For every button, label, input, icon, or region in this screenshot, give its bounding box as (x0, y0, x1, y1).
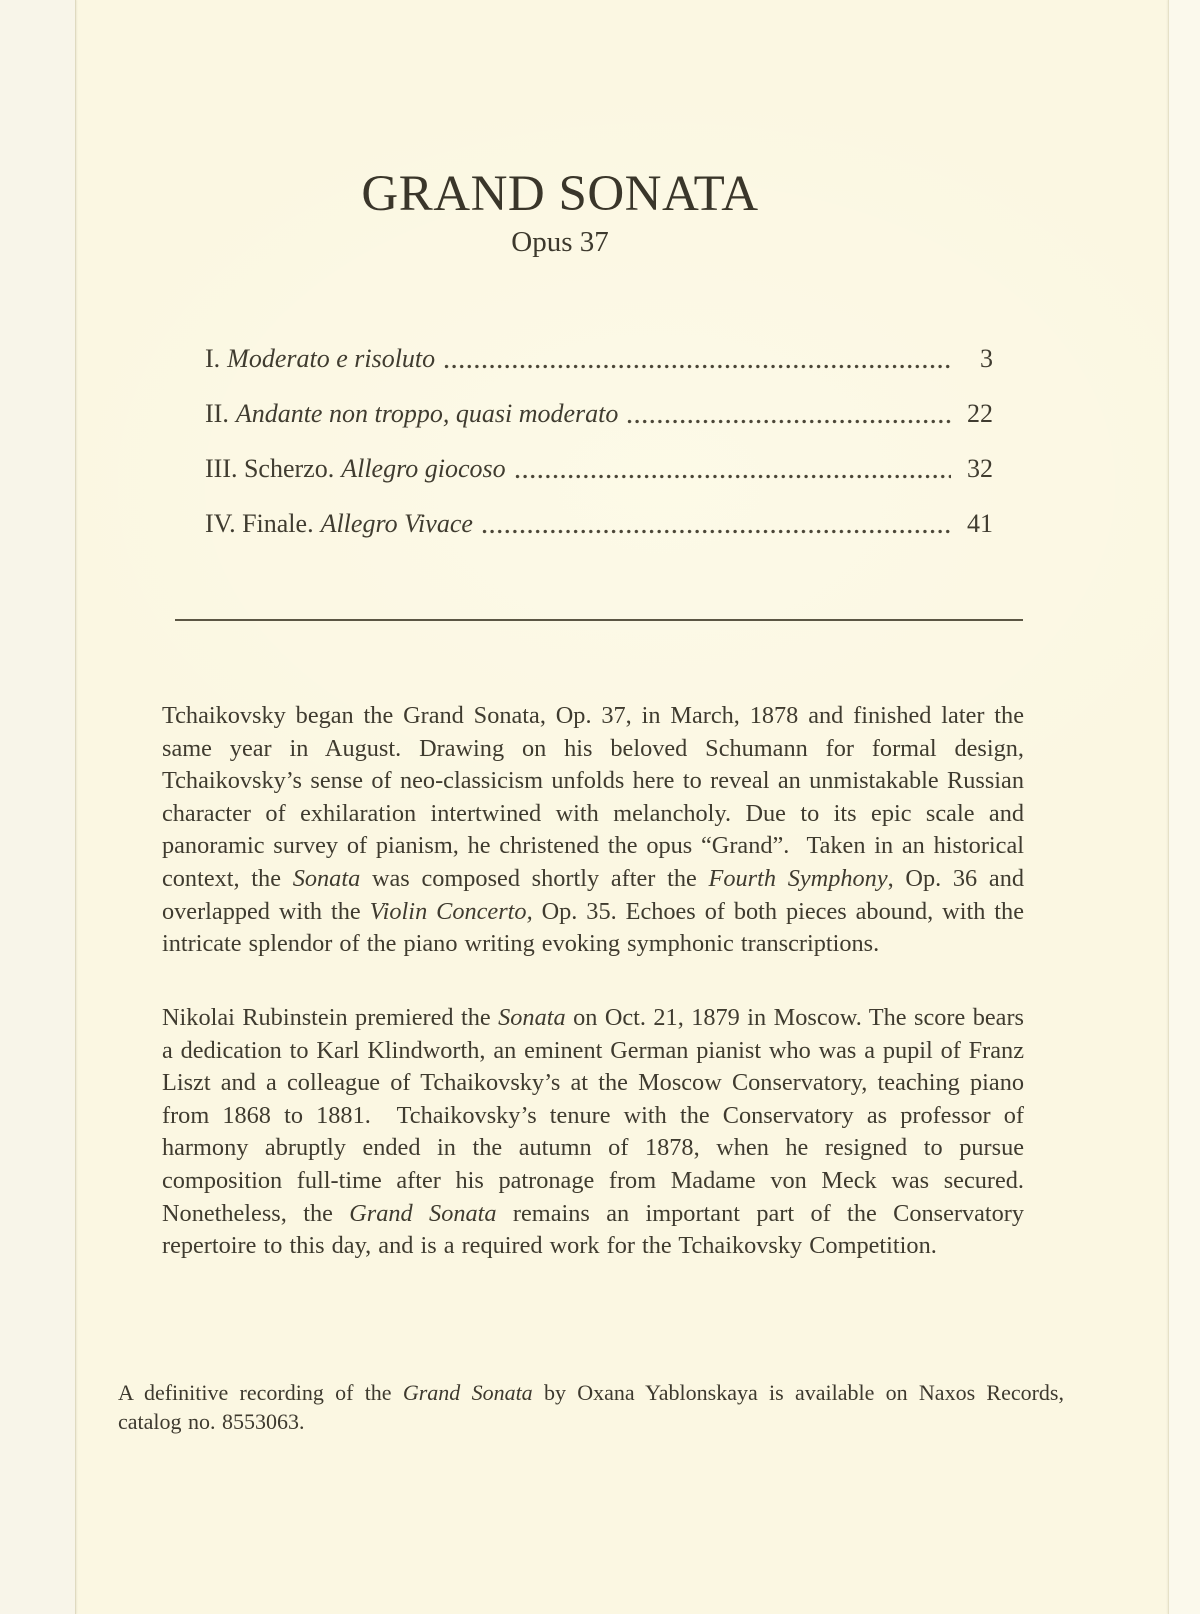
dot-leader (515, 474, 951, 480)
table-of-contents (205, 342, 993, 562)
text-segment: Op. 35. Echoes of both pieces abound, with the intricate splendor of the piano writing evoking symphonic transcriptions. (162, 897, 1024, 958)
paragraph (162, 700, 1024, 961)
toc-item-prefix: II. (205, 399, 229, 428)
toc-item-movement: Andante non troppo, quasi moderato (235, 399, 619, 428)
text-segment: A definitive recording of the (118, 1380, 403, 1405)
text-segment: , Op. 36 and overlapped with the (162, 864, 1024, 925)
footer-note (118, 1379, 1064, 1436)
scan-left-edge (0, 0, 75, 1614)
text-segment: remains an important part of the Conservatory repertoire to this day, and is a required work for the Tchaikovsky Competition. (162, 1199, 1025, 1260)
toc-item-prefix: III. Scherzo. (205, 454, 335, 483)
text-segment: Nikolai Rubinstein premiered the (162, 1004, 499, 1031)
toc-item-prefix: I. (205, 344, 221, 373)
italic-text-segment: Sonata (498, 1004, 566, 1031)
toc-item-movement: Allegro giocoso (341, 454, 506, 483)
italic-text-segment: Violin Concerto, (369, 897, 533, 925)
scan-seam-left (75, 0, 76, 1614)
divider-rule (175, 619, 1023, 621)
toc-item-page: 3 (980, 344, 993, 373)
scan-right-edge (1169, 0, 1200, 1614)
toc-item-page: 32 (967, 454, 993, 483)
toc-item (205, 342, 993, 376)
page-title: GRAND SONATA (361, 166, 759, 222)
dot-leader (444, 364, 951, 370)
toc-item-page: 22 (967, 399, 993, 428)
text-segment: was composed shortly after the (360, 864, 709, 892)
toc-item-movement: Moderato e risoluto (227, 344, 436, 373)
text-segment: on Oct. 21, 1879 in Moscow. The score bears a dedication to Karl Klindworth, an eminent German pianist who was a pupil of Franz Liszt and a colleague of Tchaikovsky’s at the Moscow Conservatory, teaching piano from 1868 to 1881. Tchaikovsky’s tenure with the Conservatory as professor of harmony abruptly ended in the autumn of 1878, when he resigned to pursue composition full-time after his patronage from Madame von Meck was secured. Nonetheless, the (162, 1004, 1024, 1227)
scan-seam-right (1168, 0, 1169, 1614)
text-segment: by Oxana Yablonskaya is available on Naxos Records, catalog no. 8553063. (118, 1380, 1064, 1434)
page-subtitle: Opus 37 (511, 226, 609, 258)
text-segment: Tchaikovsky began the Grand Sonata, Op. 37, in March, 1878 and finished later the same year in August. Drawing on his beloved Schumann for formal design, Tchaikovsky’s sense of neo-classicism unfolds here to reveal an unmistakable Russian character of exhilaration intertwined with melancholy. Due to its epic scale and panoramic survey of pianism, he christened the opus “Grand”. Taken in an historical context, the (162, 702, 1024, 892)
paragraph (162, 1002, 1024, 1263)
toc-item (205, 397, 993, 431)
italic-text-segment: Fourth Symphony (708, 864, 888, 892)
toc-item-movement: Allegro Vivace (320, 509, 473, 538)
italic-text-segment: Grand Sonata (349, 1199, 497, 1227)
toc-item-prefix: IV. Finale. (205, 509, 314, 538)
dot-leader (627, 419, 951, 425)
dot-leader (482, 529, 951, 535)
italic-text-segment: Sonata (292, 864, 361, 892)
italic-text-segment: Grand Sonata (402, 1380, 533, 1405)
toc-item (205, 452, 993, 486)
toc-item (205, 507, 993, 541)
toc-item-page: 41 (967, 509, 993, 538)
